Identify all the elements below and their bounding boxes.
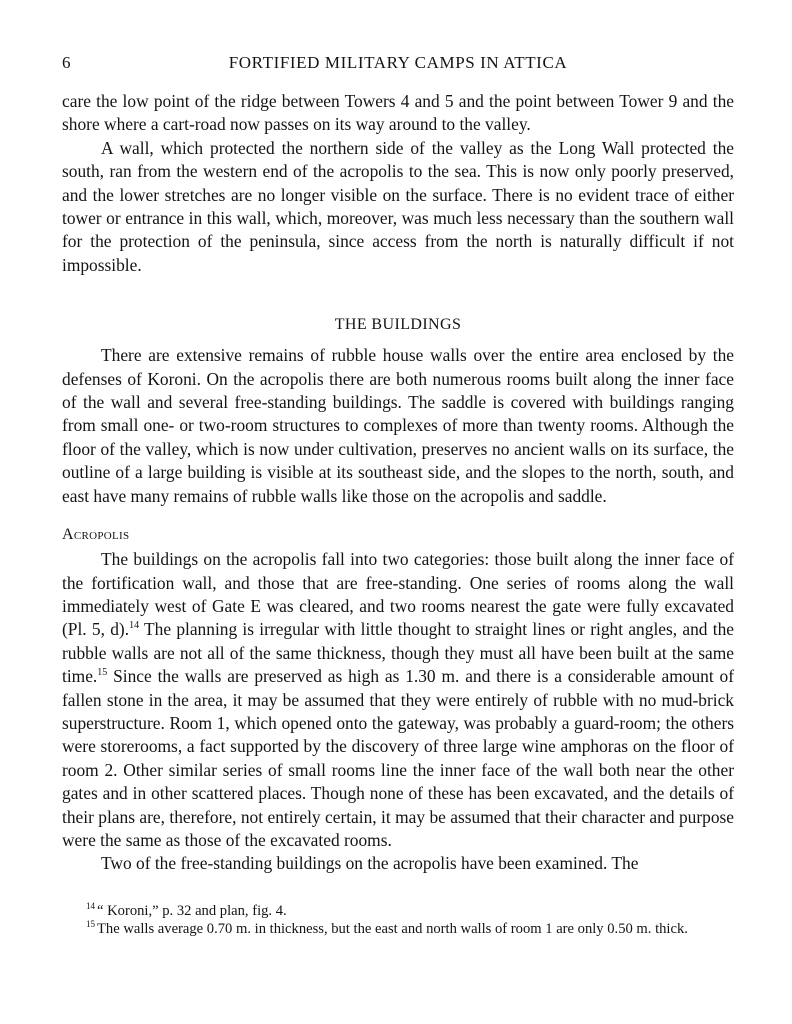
footnote-15-indent bbox=[62, 921, 97, 937]
footnote-mark-14: 14 bbox=[86, 900, 95, 911]
page-number: 6 bbox=[62, 53, 71, 72]
footnotes bbox=[62, 902, 734, 939]
paragraph-4-part-c: Since the walls are preserved as high as 1.30 m. and there is a considerable amount of fallen stone in the area, it may be assumed that they were entirely of rubble with no mud-brick superstructure. Room 1, which opened onto the gateway, was probably a guard-room; the others were storerooms, a fact supported by the discovery of three large wine amphoras on the floor of room 2. Other similar series of small rooms line the inner face of the wall both near the other gates and in other scattered places. Though none of these has been excavated, and the details of their plans are, therefore, not entirely certain, it may be assumed that their character and purpose were the same as those of the excavated rooms. bbox=[62, 666, 734, 850]
paragraph-5: Two of the free-standing buildings on the acropolis have been examined. The bbox=[101, 853, 639, 874]
paragraph-1: care the low point of the ridge between Towers 4 and 5 and the point between Tower 9 and the shore where a cart-road now passes on its way around to the valley. bbox=[62, 91, 734, 135]
footnote-14 bbox=[62, 902, 734, 921]
footnote-15-text: The walls average 0.70 m. in thickness, but the east and north walls of room 1 are only 0.50 m. thick. bbox=[97, 921, 688, 938]
footnote-mark-15: 15 bbox=[86, 919, 95, 930]
paragraph-4-part-b: The planning is irregular with little thought to straight lines or right angles, and the rubble walls are not all of the same thickness, though they must all have been built at the same time. bbox=[62, 619, 735, 687]
subsection-heading: Acropolis bbox=[62, 526, 130, 544]
footnote-15 bbox=[62, 920, 734, 939]
paragraph-3: There are extensive remains of rubble house walls over the entire area enclosed by the defenses of Koroni. On the acropolis there are both numerous rooms built along the inner face of the wall and several free-standing buildings. The saddle is covered with buildings ranging from small one- or two-room structures to complexes of more than twenty rooms. Although the floor of the valley, which is now under cultivation, preserves no ancient walls on its surface, the outline of a large building is visible at its southeast side, and the slopes to the north, south, and east have many remains of rubble walls like those on the acropolis and saddle. bbox=[62, 345, 734, 506]
page bbox=[62, 50, 734, 939]
footnote-14-text: “ Koroni,” p. 32 and plan, fig. 4. bbox=[97, 902, 287, 919]
paragraph-2: A wall, which protected the northern side of the valley as the Long Wall protected the south, ran from the western end of the acropolis to the sea. This is now only poorly preserved, and the lower stretches are no longer visible on the surface. There is no evident trace of either tower or entrance in this wall, which, moreover, was much less necessary than the southern wall for the protection of the peninsula, since access from the north is naturally difficult if not impossible. bbox=[62, 137, 734, 275]
running-head bbox=[62, 50, 734, 76]
footnote-ref-15[interactable]: 15 bbox=[97, 667, 108, 679]
footnote-ref-14[interactable]: 14 bbox=[129, 620, 140, 632]
body-text bbox=[62, 90, 734, 876]
paragraph-4 bbox=[62, 548, 734, 852]
running-title: FORTIFIED MILITARY CAMPS IN ATTICA bbox=[228, 53, 568, 72]
paragraph-4-part-a: The buildings on the acropolis fall into two categories: those built along the inner face of the fortification wall, and those that are free-standing. One series of rooms along the wall immediately west of Gate E was cleared, and two rooms nearest the gate were fully excavated (Pl. 5, d). bbox=[62, 549, 734, 640]
section-heading: THE BUILDINGS bbox=[334, 316, 462, 334]
